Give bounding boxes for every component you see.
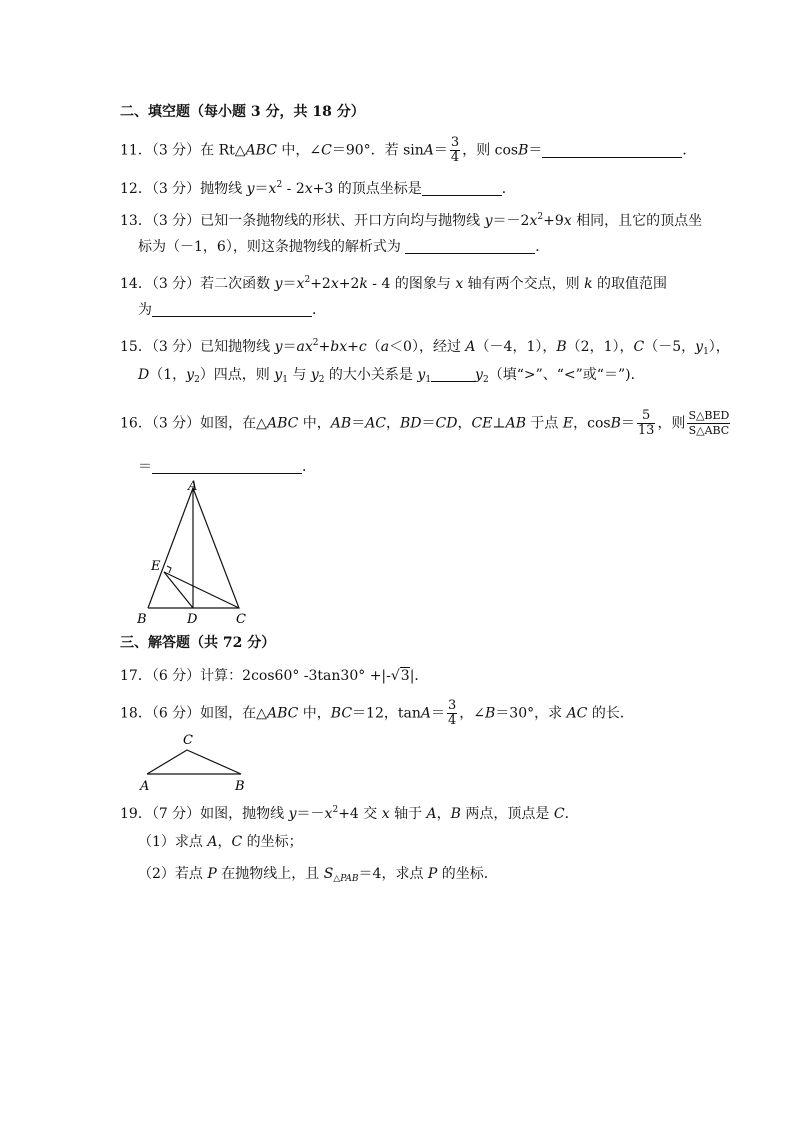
answer-blank [152, 459, 302, 474]
segment-ed [164, 572, 193, 608]
section-2-title: 二、填空题（每小题 3 分，共 18 分） [120, 104, 365, 120]
answer-blank [422, 181, 502, 196]
question-16-line-1: 16．（3 分）如图，在△ABC 中，AB＝AC，BD＝CD，CE⊥AB 于点 E，cosB＝ $\frac{5}{13}$ ，则 $\frac{\text{S△BED}}{\text{S△ABC}}$ [120, 408, 730, 438]
question-15-line-1: 15．（3 分）已知抛物线 $y=ax^2+bx+c(a<0)$，经过 A（－4，1），B（2，1），C（－5，$y_1$）， [120, 338, 730, 357]
question-12: 12．（3 分）抛物线 $y=x^2 - 2x+3$ 的顶点坐标是 ． [120, 180, 516, 197]
label-a: A [188, 479, 198, 494]
question-13-line-1: 13．（3 分）已知一条抛物线的形状、开口方向均与抛物线 $y=-2x^2+9x$ 相同，且它的顶点坐 [120, 212, 703, 229]
answer-blank [152, 302, 312, 317]
label-c: C [183, 733, 193, 748]
question-16-line-2: ＝ ． [138, 459, 316, 475]
fraction-5-13: $\frac{5}{13}$ [637, 408, 655, 438]
question-11: 11．（3 分）在 Rt△ABC 中，∠C＝90°．若 sinA＝ $\frac{3}{4}$ ，则 cosB＝ ． [120, 135, 697, 165]
label-b: B [235, 779, 245, 794]
question-15-line-2: D（1，$y_2$）四点，则 $y_1$ 与 $y_2$ 的大小关系是 $y_1$ $y_2$（填“>”、“<”或“＝”)． [138, 367, 645, 385]
question-13-line-2: 标为（－1，6），则这条抛物线的解析式为 ． [138, 239, 550, 255]
fraction-3-4: $\frac{3}{4}$ [447, 698, 457, 728]
label-c: C [236, 612, 246, 627]
answer-blank [542, 143, 682, 158]
triangle-abc [147, 750, 241, 774]
label-b: B [137, 612, 147, 627]
question-14-line-1: 14．（3 分）若二次函数 $y=x^2+2x+2k - 4$ 的图象与 x 轴有两个交点，则 k 的取值范围 [120, 275, 668, 292]
question-18: 18．（6 分）如图，在△ABC 中，BC＝12，tanA＝ $\frac{3}{4}$ ，∠B＝30°，求 AC 的长． [120, 698, 634, 728]
answer-blank [431, 367, 475, 382]
label-a: A [140, 779, 150, 794]
question-19: 19．（7 分）如图，抛物线 $y=-x^2+4$ 交 x 轴于 A，B 两点，顶点是 C． [120, 805, 579, 822]
question-19-part-2: （2）若点 P 在抛物线上，且 $S_{\triangle PAB}=4$，求点 P 的坐标． [138, 866, 498, 884]
label-d: D [187, 612, 198, 627]
question-17: 17．（6 分）计算：2cos60° -3tan30° +|-√3|． [120, 668, 429, 684]
figure-18-triangle [135, 730, 255, 795]
question-14-line-2: 为 ． [138, 302, 326, 318]
section-3-title: 三、解答题（共 72 分） [120, 635, 276, 651]
question-19-part-1: （1）求点 A，C 的坐标； [138, 834, 303, 850]
fraction-3-4: $\frac{3}{4}$ [450, 135, 460, 165]
area-ratio-fraction: $\frac{\text{S△BED}}{\text{S△ABC}}$ [688, 409, 730, 437]
figure-16-triangle [130, 478, 260, 628]
answer-blank [405, 239, 535, 254]
right-angle-mark [167, 566, 171, 573]
label-e: E [151, 559, 161, 574]
